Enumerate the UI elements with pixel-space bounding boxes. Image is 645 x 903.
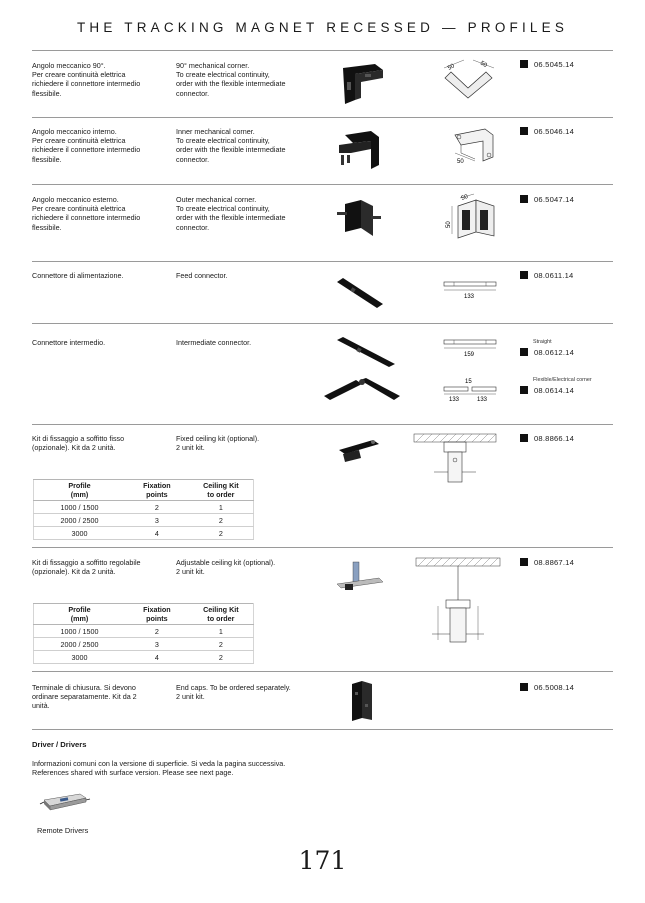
row-en-text: Adjustable ceiling kit (optional). 2 unit kit. — [176, 558, 276, 577]
inner-corner-drawing — [445, 125, 500, 167]
row-en-text: Fixed ceiling kit (optional). 2 unit kit. — [176, 434, 260, 453]
feed-connector-product-image — [335, 276, 385, 310]
product-code: 06.5047.14 — [520, 195, 574, 204]
row-en-text: Intermediate connector. — [176, 338, 252, 347]
inner-corner-product-image — [335, 125, 390, 173]
dimension-label: 50 — [457, 159, 464, 165]
column-header: Ceiling Kit to order — [189, 604, 254, 625]
color-swatch — [520, 271, 528, 279]
remote-drivers-caption: Remote Drivers — [37, 826, 89, 835]
row-it-text: Kit di fissaggio a soffitto regolabile (opzionale). Kit da 2 unità. — [32, 558, 141, 577]
dimension-label: 133 — [449, 397, 460, 403]
divider — [32, 671, 613, 672]
divider — [32, 117, 613, 118]
color-swatch — [520, 127, 528, 135]
table-row: 1000 / 1500 2 1 — [34, 501, 254, 514]
dimension-label: 50 — [446, 221, 452, 228]
divider — [32, 50, 613, 51]
table-row: 3000 4 2 — [34, 527, 254, 540]
row-it-text: Angolo meccanico esterno. Per creare continuità elettrica richiedere il connettore intermedio flessibile. — [32, 195, 141, 232]
flexible-connector-product-image — [322, 374, 402, 404]
dimension-label: 133 — [477, 397, 488, 403]
color-swatch — [520, 348, 528, 356]
row-en-text: Feed connector. — [176, 271, 228, 280]
color-swatch — [520, 60, 528, 68]
product-code: 08.8867.14 — [520, 558, 574, 567]
column-header: Profile (mm) — [34, 604, 126, 625]
row-it-text: Connettore intermedio. — [32, 338, 106, 347]
corner-90-product-image — [335, 60, 390, 105]
adjustable-kit-drawing — [412, 556, 504, 648]
divider — [32, 323, 613, 324]
page-number: 171 — [298, 846, 347, 875]
column-header: Ceiling Kit to order — [189, 480, 254, 501]
row-en-text: Outer mechanical corner. To create electrical continuity, order with the flexible intermediate connector. — [176, 195, 286, 232]
dimension-label: 133 — [464, 294, 475, 300]
dimension-label: 50 — [460, 193, 469, 202]
column-header: Profile (mm) — [34, 480, 126, 501]
row-it-text: Terminale di chiusura. Si devono ordinare separatamente. Kit da 2 unità. — [32, 683, 137, 711]
divider — [32, 261, 613, 262]
row-it-text: Connettore di alimentazione. — [32, 271, 124, 280]
product-code: 08.0612.14 — [520, 348, 574, 357]
color-swatch — [520, 386, 528, 394]
row-it-text: Kit di fissaggio a soffitto fisso (opzionale). Kit da 2 unità. — [32, 434, 125, 453]
drivers-heading: Driver / Drivers — [32, 740, 87, 749]
product-code: 06.5045.14 — [520, 60, 574, 69]
row-it-text: Angolo meccanico 90°. Per creare continuità elettrica richiedere il connettore intermedio flessibile. — [32, 61, 141, 98]
row-en-text: End caps. To be ordered separately. 2 unit kit. — [176, 683, 291, 702]
dimension-label: 50 — [447, 63, 456, 72]
product-code: 08.0611.14 — [520, 271, 573, 280]
color-swatch — [520, 195, 528, 203]
dimension-label: 159 — [464, 352, 475, 358]
corner-90-drawing — [440, 58, 500, 106]
product-code: 06.5008.14 — [520, 683, 574, 692]
dimension-label: 15 — [465, 379, 472, 385]
row-en-text: Inner mechanical corner. To create electrical continuity, order with the flexible intermediate connector. — [176, 127, 286, 164]
color-swatch — [520, 434, 528, 442]
table-row: 2000 / 2500 3 2 — [34, 638, 254, 651]
color-swatch — [520, 558, 528, 566]
table-header-row — [34, 480, 254, 501]
row-it-text: Angolo meccanico interno. Per creare continuità elettrica richiedere il connettore intermedio flessibile. — [32, 127, 141, 164]
table-row: 1000 / 1500 2 1 — [34, 625, 254, 638]
row-en-text: 90° mechanical corner. To create electrical continuity, order with the flexible intermediate connector. — [176, 61, 286, 98]
divider — [32, 424, 613, 425]
divider — [32, 184, 613, 185]
color-swatch — [520, 683, 528, 691]
variant-label: Flexible/Electrical corner — [533, 377, 592, 383]
table-header-row — [34, 604, 254, 625]
dimension-label: 50 — [479, 60, 488, 70]
fixed-kit-drawing — [412, 432, 498, 494]
table-row: 3000 4 2 — [34, 651, 254, 664]
fixed-kit-product-image — [335, 436, 385, 466]
product-code: 08.0614.14 — [520, 386, 574, 395]
outer-corner-drawing — [440, 192, 500, 244]
divider — [32, 729, 613, 730]
adjustable-kit-product-image — [335, 560, 385, 594]
remote-driver-image — [40, 790, 90, 814]
product-code: 08.8866.14 — [520, 434, 574, 443]
flexible-connector-drawing — [440, 375, 500, 405]
straight-connector-product-image — [335, 336, 397, 368]
feed-connector-drawing — [440, 278, 500, 302]
fixation-table — [33, 479, 254, 540]
variant-label: Straight — [533, 339, 552, 345]
product-code: 06.5046.14 — [520, 127, 574, 136]
divider — [32, 547, 613, 548]
column-header: Fixation points — [125, 480, 189, 501]
end-cap-product-image — [350, 680, 376, 722]
table-row: 2000 / 2500 3 2 — [34, 514, 254, 527]
fixation-table — [33, 603, 254, 664]
column-header: Fixation points — [125, 604, 189, 625]
straight-connector-drawing — [440, 338, 500, 358]
outer-corner-product-image — [335, 198, 383, 242]
page-title: THE TRACKING MAGNET RECESSED — PROFILES — [76, 20, 569, 35]
drivers-note: Informazioni comuni con la versione di superficie. Si veda la pagina successiva. References shared with surface version. Please see next page. — [32, 759, 286, 778]
